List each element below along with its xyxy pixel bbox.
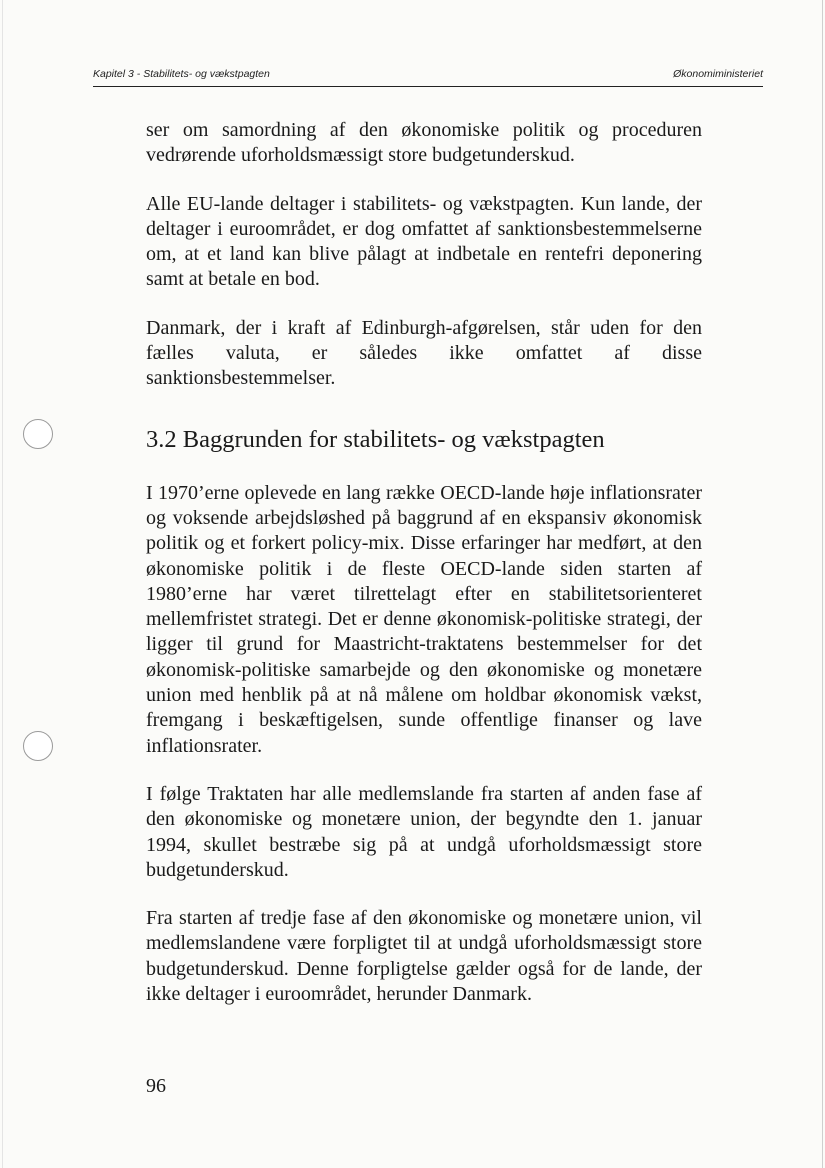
page-body bbox=[146, 118, 702, 1030]
paragraph: I følge Traktaten har alle medlemslande fra starten af anden fase af den økonomiske og monetære union, der begyndte den 1. januar 1994, skullet bestræbe sig på at undgå uforholdsmæssigt store budgetunderskud. bbox=[146, 782, 702, 881]
scan-edge-right bbox=[822, 0, 823, 1168]
punch-hole bbox=[23, 419, 53, 449]
punch-hole bbox=[23, 731, 53, 761]
paragraph: Alle EU-lande deltager i stabilitets- og vækstpagten. Kun lande, der deltager i euroområdet, er dog omfattet af sanktionsbestemmelserne om, at et land kan blive pålagt at indbetale en rentefri deponering samt at betale en bod. bbox=[146, 192, 702, 291]
paragraph: Danmark, der i kraft af Edinburgh-afgørelsen, står uden for den fælles valuta, er således ikke omfattet af disse sanktionsbestemmelser. bbox=[146, 316, 702, 390]
paragraph: ser om samordning af den økonomiske politik og proceduren vedrørende uforholdsmæssigt store budgetunderskud. bbox=[146, 119, 702, 167]
running-header bbox=[93, 64, 763, 87]
page-number: 96 bbox=[146, 1075, 166, 1097]
header-chapter-title: Kapitel 3 - Stabilitets- og vækstpagten bbox=[93, 68, 270, 80]
paragraph: Fra starten af tredje fase af den økonomiske og monetære union, vil medlemslandene være forpligtet til at undgå uforholdsmæssigt store budgetunderskud. Denne forpligtelse gælder også for de lande, der ikke deltager i euroområdet, herunder Danmark. bbox=[146, 907, 702, 1006]
scan-edge-left bbox=[2, 0, 3, 1168]
section-heading: 3.2 Baggrunden for stabilitets- og vækstpagten bbox=[146, 425, 605, 453]
paragraph: I 1970’erne oplevede en lang række OECD-lande høje inflationsrater og voksende arbejdsløshed på baggrund af en ekspansiv økonomisk politik og et forkert policy-mix. Disse erfaringer har medført, at den økonomiske politik i de fleste OECD-lande siden starten af 1980’erne har været tilrettelagt efter en stabilitetsorienteret mellemfristet strategi. Det er denne økonomisk-politiske strategi, der ligger til grund for Maastricht-traktatens bestemmelser for det økonomisk-politiske samarbejde og den økonomiske og monetære union med henblik på at nå målene om holdbar økonomisk vækst, fremgang i beskæftigelsen, sunde offentlige finanser og lave inflationsrater. bbox=[146, 481, 702, 757]
header-ministry: Økonomiministeriet bbox=[673, 68, 763, 80]
